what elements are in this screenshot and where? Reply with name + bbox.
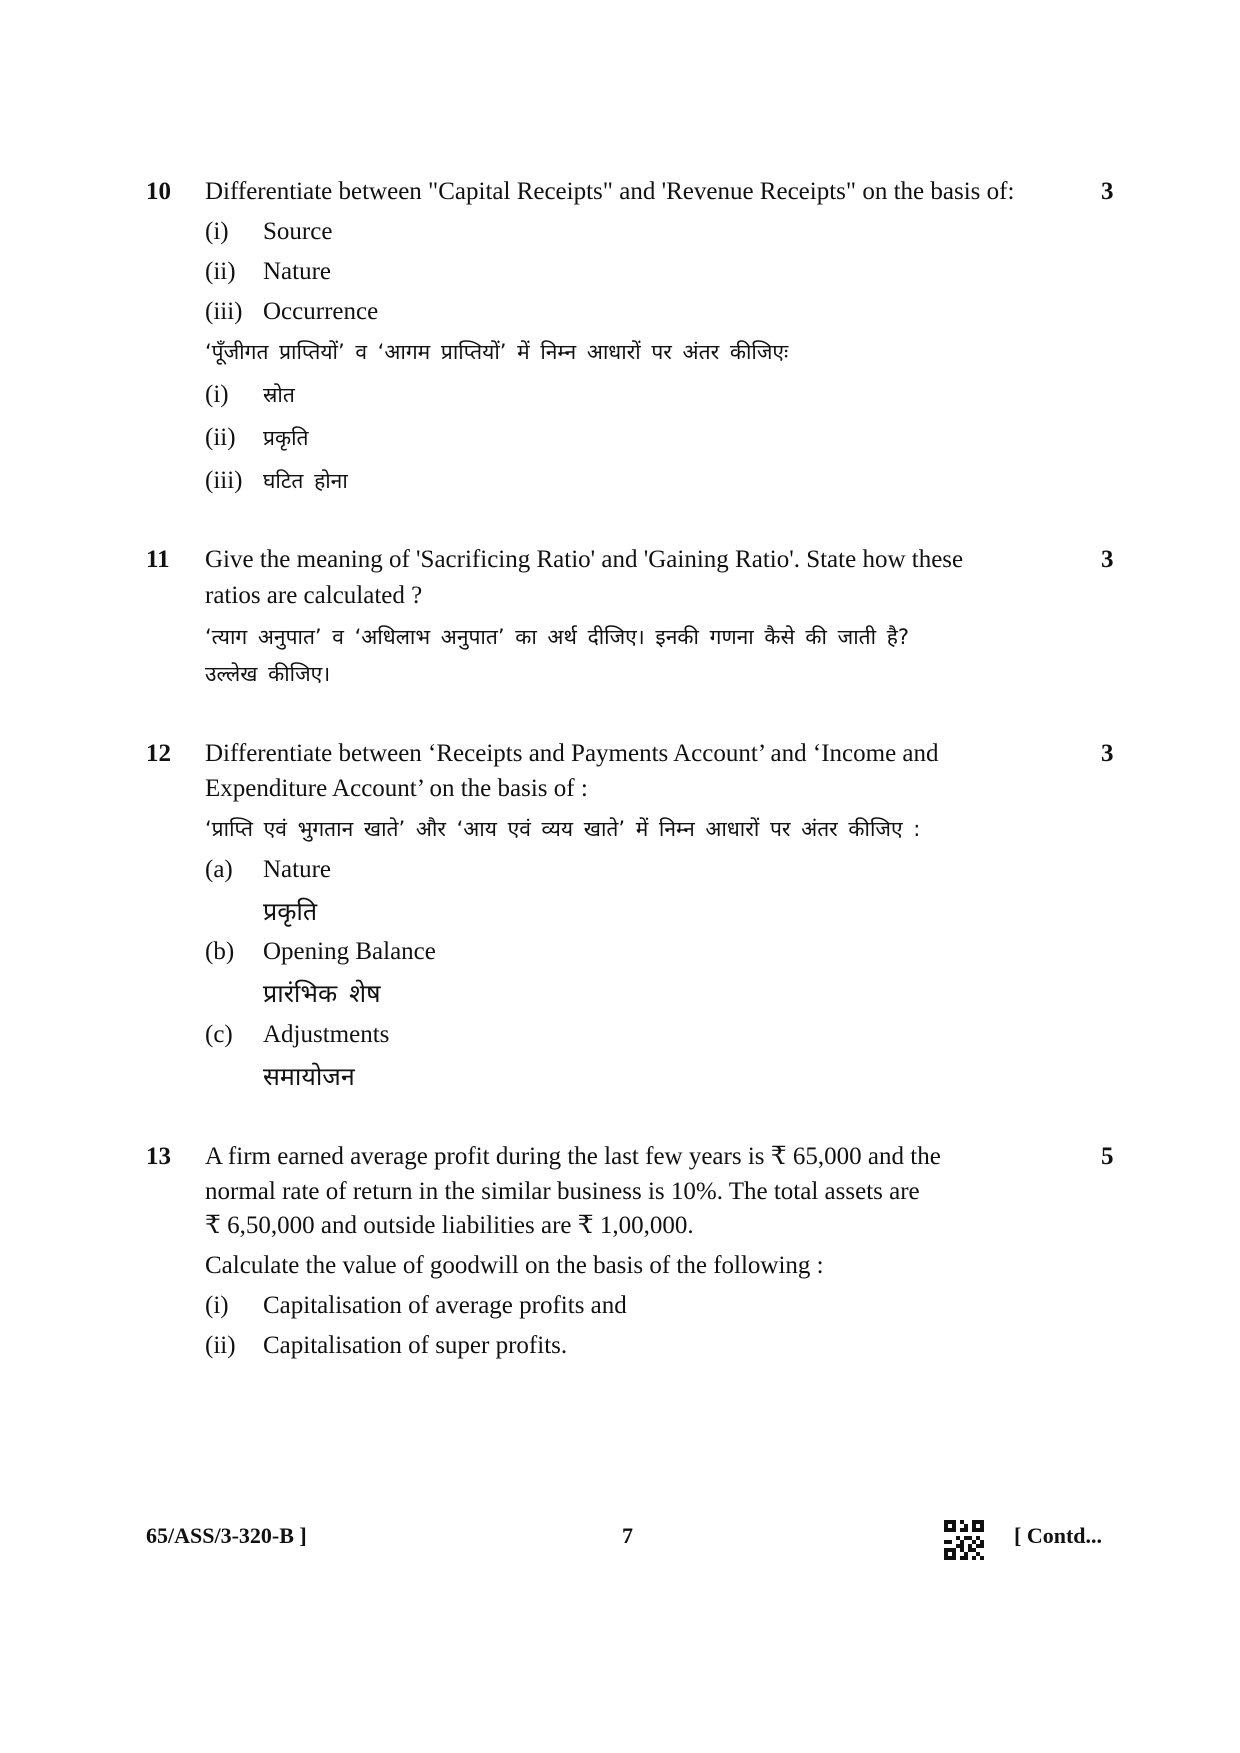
question-text: ₹ 6,50,000 and outside liabilities are ₹ 1,00,000. — [205, 1212, 694, 1239]
item-label: (ii) — [205, 424, 236, 451]
question-text: Differentiate between "Capital Receipts" and 'Revenue Receipts" on the basis of: — [205, 178, 1015, 205]
list-item — [205, 1016, 389, 1054]
item-label: (ii) — [205, 258, 236, 285]
item-label: (ii) — [205, 1332, 236, 1359]
list-item — [205, 293, 378, 331]
list-item — [205, 419, 309, 457]
question-text: ratios are calculated ? — [205, 582, 423, 609]
item-text-hindi: प्रकृति — [263, 897, 318, 926]
item-text: Nature — [263, 856, 332, 883]
question-text: Expenditure Account’ on the basis of : — [205, 775, 588, 802]
list-item — [205, 253, 331, 291]
qr-code-icon — [944, 1520, 984, 1560]
item-text: Adjustments — [263, 1021, 390, 1048]
item-text: Opening Balance — [263, 938, 436, 965]
list-item — [205, 933, 436, 971]
item-label: (b) — [205, 938, 235, 965]
question-number: 12 — [146, 740, 171, 767]
item-label: (iii) — [205, 298, 243, 325]
list-item — [205, 1327, 567, 1365]
question-marks: 3 — [1101, 740, 1114, 767]
item-text: Capitalisation of average profits and — [263, 1292, 627, 1319]
item-label: (c) — [205, 1021, 233, 1048]
item-label: (i) — [205, 1292, 229, 1319]
question-number: 11 — [146, 546, 170, 573]
question-marks: 3 — [1101, 546, 1114, 573]
paper-code: 65/ASS/3-320-B ] — [146, 1523, 307, 1548]
question-marks: 5 — [1101, 1143, 1114, 1170]
question-text: normal rate of return in the similar business is 10%. The total assets are — [205, 1178, 920, 1205]
item-text-hindi: प्रारंभिक शेष — [263, 979, 381, 1008]
question-text: A firm earned average profit during the last few years is ₹ 65,000 and the — [205, 1143, 941, 1170]
item-text: Source — [263, 218, 333, 245]
list-item — [205, 1287, 627, 1325]
item-label: (i) — [205, 381, 229, 408]
item-text: Capitalisation of super profits. — [263, 1332, 568, 1359]
item-text: Occurrence — [263, 298, 379, 325]
question-number: 13 — [146, 1143, 171, 1170]
item-label: (iii) — [205, 467, 243, 494]
item-text-hindi: समायोजन — [263, 1062, 355, 1091]
question-marks: 3 — [1101, 178, 1114, 205]
question-text: Differentiate between ‘Receipts and Payments Account’ and ‘Income and — [205, 740, 939, 767]
list-item — [205, 376, 295, 414]
item-text-hindi: घटित होना — [263, 469, 348, 493]
question-text: Calculate the value of goodwill on the basis of the following : — [205, 1252, 824, 1279]
item-label: (a) — [205, 856, 233, 883]
question-text-hindi: ‘प्राप्ति एवं भुगतान खाते’ और ‘आय एवं व्यय खाते’ में निम्न आधारों पर अंतर कीजिए : — [205, 817, 921, 841]
continued-label: [ Contd... — [1014, 1523, 1103, 1548]
item-text: Nature — [263, 258, 332, 285]
item-text-hindi: स्रोत — [263, 383, 295, 407]
question-number: 10 — [146, 178, 171, 205]
item-text-hindi: प्रकृति — [263, 426, 309, 450]
list-item — [205, 851, 331, 889]
page-number: 7 — [622, 1523, 633, 1548]
question-text-hindi: ‘त्याग अनुपात’ व ‘अधिलाभ अनुपात’ का अर्थ दीजिए। इनकी गणना कैसे की जाती है? — [205, 625, 910, 649]
question-text-hindi: ‘पूँजीगत प्राप्तियों’ व ‘आगम प्राप्तियों’ में निम्न आधारों पर अंतर कीजिएः — [205, 340, 789, 364]
list-item — [205, 462, 348, 500]
item-label: (i) — [205, 218, 229, 245]
list-item — [205, 213, 332, 251]
question-text-hindi: उल्लेख कीजिए। — [205, 662, 331, 686]
question-text: Give the meaning of 'Sacrificing Ratio' and 'Gaining Ratio'. State how these — [205, 546, 964, 573]
